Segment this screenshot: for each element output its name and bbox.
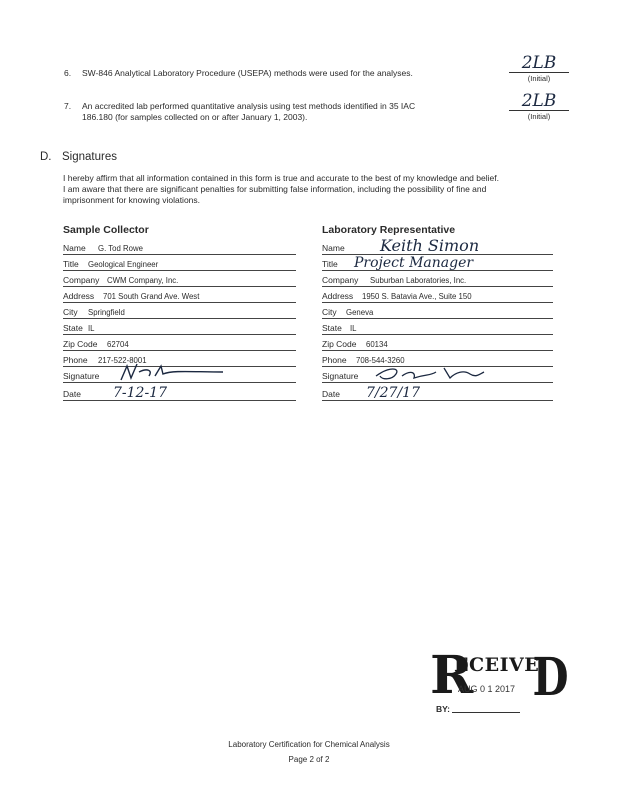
lab-name-label: Name <box>322 243 345 253</box>
lab-zip-value: 60134 <box>366 340 388 349</box>
collector-phone-value: 217-522-8001 <box>98 356 147 365</box>
lab-company-row <box>322 272 553 287</box>
lab-zip-label: Zip Code <box>322 339 357 349</box>
item-6-number: 6. <box>64 68 72 78</box>
item-7-line-1: An accredited lab performed quantitative analysis using test methods identified in 35 IAC <box>82 101 416 111</box>
collector-signature-label: Signature <box>63 371 100 381</box>
lab-signature-label: Signature <box>322 371 359 381</box>
item-7-initials <box>509 92 569 121</box>
sample-collector-heading: Sample Collector <box>63 224 149 236</box>
lab-phone-value: 708-544-3260 <box>356 356 405 365</box>
affirmation-line-3: imprisonment for knowing violations. <box>63 195 201 205</box>
collector-address-row <box>63 288 296 303</box>
collector-state-label: State <box>63 323 83 333</box>
lab-date-label: Date <box>322 389 340 399</box>
section-d-letter: D. <box>40 151 52 163</box>
item-6-text: SW-846 Analytical Laboratory Procedure (USEPA) methods were used for the analyses. <box>82 68 413 78</box>
lab-zip-row <box>322 336 553 351</box>
item-6-initial-signature: 2LB <box>521 53 557 73</box>
lab-date-row <box>322 386 553 401</box>
collector-name-label: Name <box>63 243 86 253</box>
collector-company-value: CWM Company, Inc. <box>107 276 179 285</box>
item-7-text <box>82 101 415 123</box>
lab-signature-row <box>322 368 553 383</box>
item-7-initial-label: (Initial) <box>509 110 569 121</box>
lab-name-row <box>322 236 553 255</box>
collector-address-value: 701 South Grand Ave. West <box>103 292 200 301</box>
collector-signature-row <box>63 368 296 383</box>
received-stamp <box>430 645 569 716</box>
lab-company-label: Company <box>322 275 359 285</box>
lab-state-row <box>322 320 553 335</box>
lab-state-label: State <box>322 323 342 333</box>
collector-name-row <box>63 240 296 255</box>
collector-zip-label: Zip Code <box>63 339 98 349</box>
stamp-d-letter: D <box>532 647 569 708</box>
lab-address-label: Address <box>322 291 354 301</box>
collector-city-label: City <box>63 307 78 317</box>
collector-zip-value: 62704 <box>107 340 129 349</box>
collector-title-label: Title <box>63 259 79 269</box>
item-6-initials <box>509 54 569 83</box>
collector-date-row <box>63 386 296 401</box>
collector-state-row <box>63 320 296 335</box>
section-d-title: Signatures <box>62 151 117 163</box>
stamp-by-line <box>452 712 520 713</box>
collector-company-row <box>63 272 296 287</box>
collector-date-label: Date <box>63 389 81 399</box>
item-6-initial-label: (Initial) <box>509 72 569 83</box>
stamp-by-label: BY: <box>436 704 451 714</box>
item-7-initial-signature: 2LB <box>521 91 557 111</box>
collector-title-row <box>63 256 296 271</box>
affirmation-paragraph <box>63 173 533 206</box>
collector-date-value: 7-12-17 <box>113 385 167 401</box>
lab-phone-label: Phone <box>322 355 347 365</box>
collector-phone-label: Phone <box>63 355 88 365</box>
stamp-date: AUG 0 1 2017 <box>458 684 516 694</box>
collector-city-value: Springfield <box>88 308 125 317</box>
collector-address-label: Address <box>63 291 95 301</box>
lab-address-value: 1950 S. Batavia Ave., Suite 150 <box>362 292 472 301</box>
lab-date-value: 7/27/17 <box>366 385 420 401</box>
collector-state-value: IL <box>88 324 95 333</box>
affirmation-line-1: I hereby affirm that all information contained in this form is true and accurate to the best of my knowledge and belief. <box>63 173 499 183</box>
lab-address-row <box>322 288 553 303</box>
lab-state-value: IL <box>350 324 357 333</box>
collector-signature <box>113 360 243 384</box>
lab-name-value: Keith Simon <box>380 236 480 255</box>
collector-name-value: G. Tod Rowe <box>98 244 143 253</box>
lab-city-value: Geneva <box>346 308 374 317</box>
lab-signature <box>370 362 490 384</box>
lab-company-value: Suburban Laboratories, Inc. <box>370 276 467 285</box>
collector-company-label: Company <box>63 275 100 285</box>
lab-title-value: Project Manager <box>354 255 474 271</box>
stamp-received-text: ECEIVE <box>454 654 540 676</box>
lab-title-label: Title <box>322 259 338 269</box>
lab-city-row <box>322 304 553 319</box>
lab-city-label: City <box>322 307 337 317</box>
item-7-line-2: 186.180 (for samples collected on or after January 1, 2003). <box>82 112 308 122</box>
footer-page: Page 2 of 2 <box>288 755 330 764</box>
stamp-r-letter: R <box>430 645 474 706</box>
collector-zip-row <box>63 336 296 351</box>
lab-title-row <box>322 256 553 271</box>
item-7-number: 7. <box>64 101 72 111</box>
collector-title-value: Geological Engineer <box>88 260 159 269</box>
collector-city-row <box>63 304 296 319</box>
affirmation-line-2: I am aware that there are significant penalties for submitting false information, including the possibility of fine and <box>63 184 487 194</box>
footer-title: Laboratory Certification for Chemical Analysis <box>228 740 390 749</box>
lab-rep-heading: Laboratory Representative <box>322 224 456 236</box>
